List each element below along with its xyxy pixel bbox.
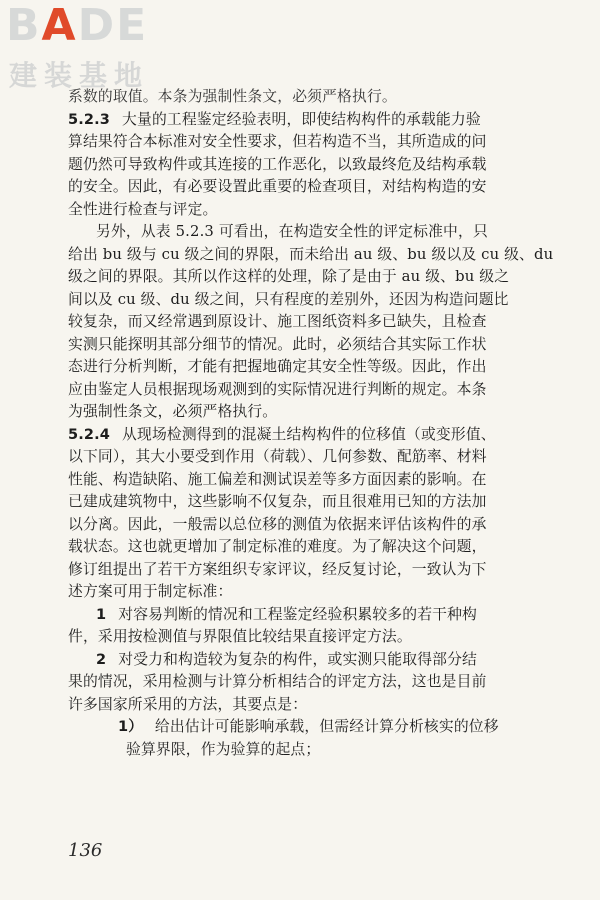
text-line: 较复杂，而又经常遇到原设计、施工图纸资料多已缺失，且检查: [68, 313, 487, 330]
text-line: 验算界限，作为验算的起点；: [126, 740, 321, 758]
list-subitem-1: [68, 716, 516, 739]
text-line: 件，采用按检测值与界限值比较结果直接评定方法。: [68, 628, 412, 645]
section-5-2-4-line: [68, 424, 516, 447]
text-line: 许多国家所采用的方法，其要点是：: [68, 695, 308, 713]
watermark-letter-a: A: [41, 0, 78, 51]
watermark-subtitle: 建装基地: [9, 59, 150, 92]
list-number: 1: [96, 606, 107, 623]
text-line: 述方案可用于制定标准：: [68, 583, 233, 600]
text-line: 对受力和构造较为复杂的构件，或实测只能取得部分结: [118, 650, 477, 668]
watermark-wordmark: [6, 0, 149, 51]
text-line: 应由鉴定人员根据现场观测到的实际情况进行判断的规定。本条: [68, 380, 487, 398]
text-line: 以分离。因此，一般需以总位移的测值为依据来评估该构件的承: [68, 515, 487, 533]
text-line: 态进行分析判断，才能有把握地确定其安全性等级。因此，作出: [68, 358, 487, 375]
list-subnumber: 1）: [118, 719, 143, 735]
text-line: 给出估计可能影响承载，但需经计算分析核实的位移: [154, 718, 499, 735]
text-line: 给出 bu 级与 cu 级之间的界限，而未给出 au 级、bu 级以及 cu 级、du: [68, 245, 554, 263]
text-line: 已建成建筑物中，这些影响不仅复杂，而且很难用已知的方法加: [68, 493, 487, 510]
section-number: 5.2.4: [68, 426, 111, 443]
page-number: 136: [68, 840, 103, 861]
watermark-letters-de: DE: [77, 0, 149, 51]
list-number: 2: [96, 651, 107, 668]
text-line: 为强制性条文，必须严格执行。: [68, 403, 278, 420]
list-item-1: [68, 604, 516, 627]
text-line: 算结果符合本标准对安全性要求，但若构造不当，其所造成的问: [68, 133, 487, 150]
text-line: 全性进行检查与评定。: [68, 200, 218, 218]
section-number: 5.2.3: [68, 111, 111, 128]
text-line: 另外，从表 5.2.3 可看出，在构造安全性的评定标准中，只: [96, 223, 488, 240]
text-line: 的安全。因此，有必要设置此重要的检查项目，对结构构造的安: [68, 178, 487, 195]
document-page: [68, 86, 554, 761]
text-line: 以下同），其大小要受到作用（荷载）、几何参数、配筋率、材料: [68, 448, 487, 465]
watermark-logo: [6, 0, 178, 96]
text-line: 间以及 cu 级、du 级之间，只有程度的差别外，还因为构造问题比: [68, 290, 509, 308]
text-line: 实测只能探明其部分细节的情况。此时，必须结合其实际工作状: [68, 335, 487, 353]
text-line: 性能、构造缺陷、施工偏差和测试误差等多方面因素的影响。在: [68, 470, 487, 488]
text-line: 级之间的界限。其所以作这样的处理，除了是由于 au 级、bu 级之: [68, 268, 510, 285]
text-line: 修订组提出了若干方案组织专家评议，经反复讨论，一致认为下: [68, 560, 487, 578]
text-line: 大量的工程鉴定经验表明，即使结构构件的承载能力验: [122, 110, 481, 128]
section-5-2-3-line: [68, 109, 516, 132]
text-line: 果的情况，采用检测与计算分析相结合的评定方法，这也是目前: [68, 673, 487, 690]
list-item-2: [68, 649, 516, 672]
watermark-letter-b: B: [6, 0, 42, 51]
text-line: 对容易判断的情况和工程鉴定经验积累较多的若干种构: [118, 605, 477, 623]
text-line: 题仍然可导致构件或其连接的工作恶化，以致最终危及结构承载: [68, 155, 487, 173]
text-line: 载状态。这也就更增加了制定标准的难度。为了解决这个问题，: [68, 538, 487, 555]
text-line: 从现场检测得到的混凝土结构构件的位移值（或变形值、: [122, 425, 496, 443]
text-line: 系数的取值。本条为强制性条文，必须严格执行。: [68, 88, 397, 105]
